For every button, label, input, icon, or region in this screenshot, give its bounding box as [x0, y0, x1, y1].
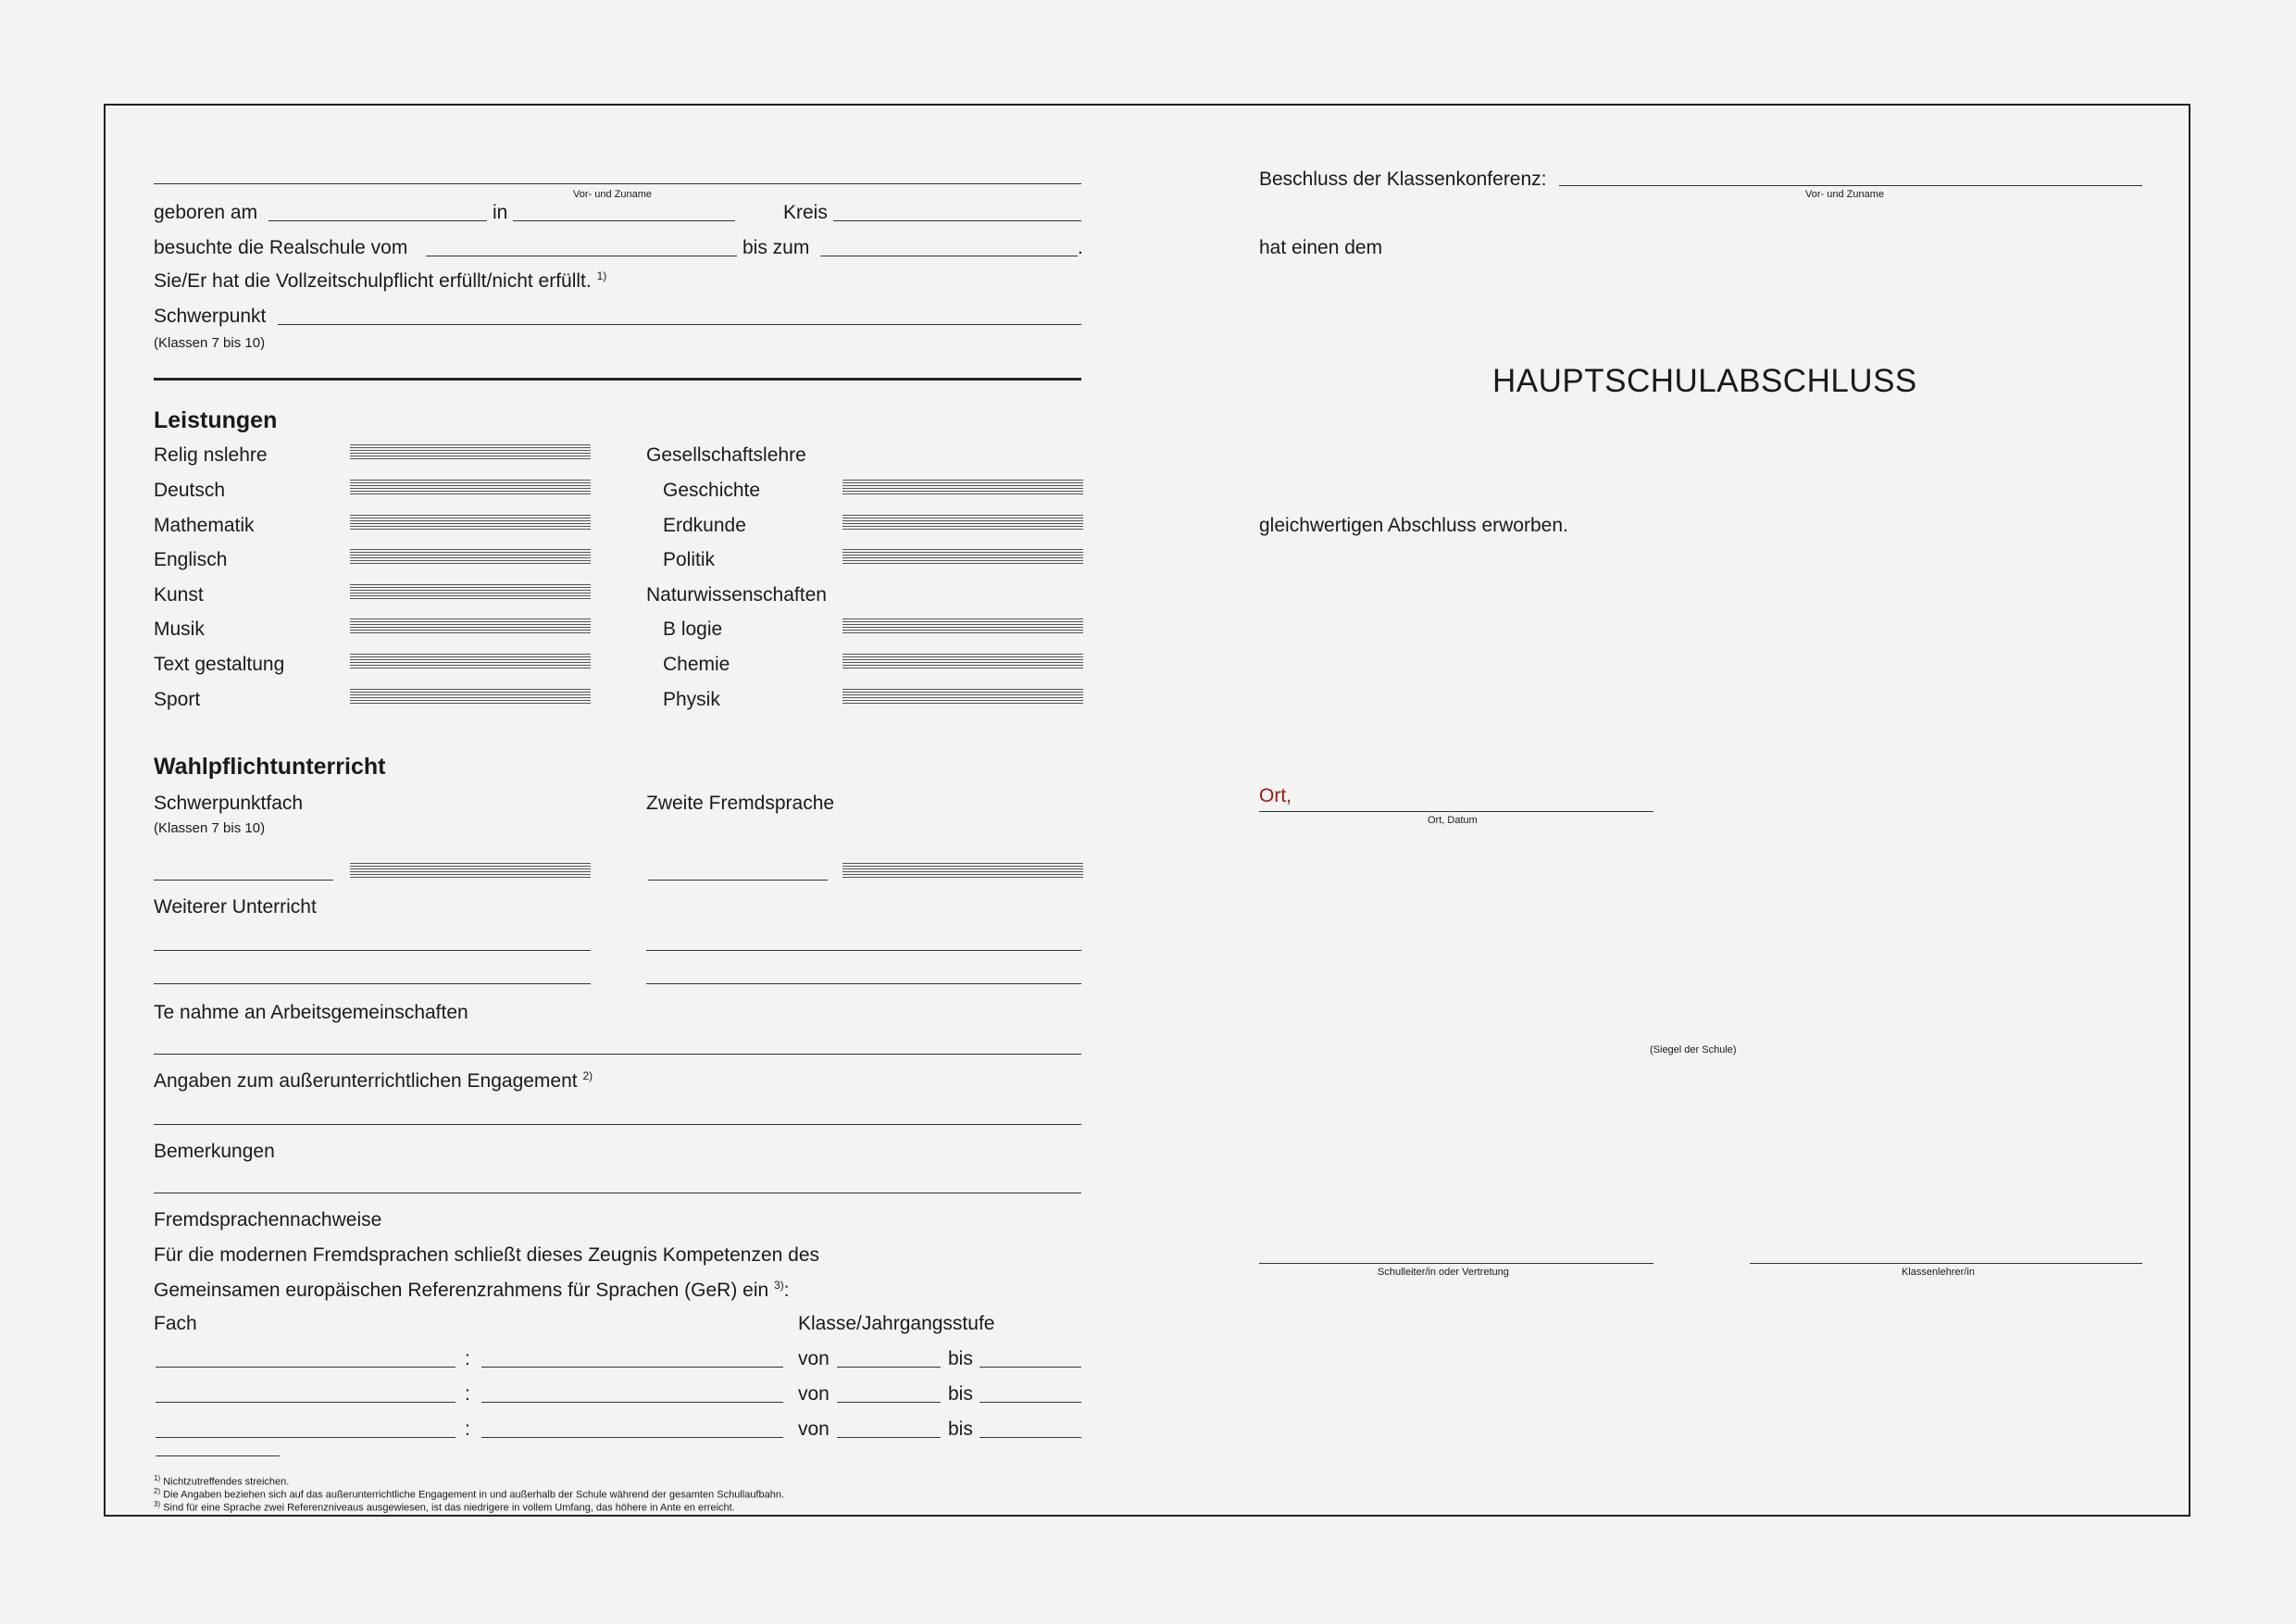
grade-field[interactable]: [842, 549, 1083, 566]
zweite-fremdsprache-label: Zweite Fremdsprache: [646, 793, 835, 814]
siegel-caption: (Siegel der Schule): [1650, 1044, 1737, 1056]
ger-colon: :: [783, 1280, 790, 1301]
grade-field[interactable]: [350, 654, 591, 670]
grade-field[interactable]: [350, 863, 591, 880]
weiterer-line[interactable]: [646, 983, 1081, 984]
ort-datum-line[interactable]: [1259, 811, 1653, 812]
schulleiter-signature-line[interactable]: [1259, 1263, 1653, 1264]
period-mark: .: [1078, 237, 1083, 258]
footnote-mark: 3): [154, 1500, 161, 1508]
footnote-text: Nichtzutreffendes streichen.: [163, 1476, 290, 1488]
natur-label: Naturwissenschaften: [646, 584, 827, 606]
footnote-separator: [156, 1455, 280, 1456]
grade-field[interactable]: [350, 515, 591, 531]
bis-label: bis: [948, 1348, 973, 1369]
grade-field[interactable]: [842, 515, 1083, 531]
subject-label: Musik: [154, 618, 205, 640]
weiterer-unterricht-label: Weiterer Unterricht: [154, 896, 317, 918]
subject-label: Physik: [663, 689, 720, 710]
schulpflicht-text: [154, 270, 606, 293]
klasse-label: Klasse/Jahrgangsstufe: [798, 1313, 995, 1334]
ger-text-2: [154, 1280, 790, 1302]
subject-label: Erdkunde: [663, 515, 746, 536]
footnote-mark: 2): [154, 1487, 161, 1495]
subject-label: Englisch: [154, 549, 228, 570]
weiterer-line[interactable]: [154, 950, 591, 951]
bis-label: bis: [948, 1418, 973, 1440]
grade-field[interactable]: [842, 689, 1083, 706]
schulleiter-caption: Schulleiter/in oder Vertretung: [1378, 1267, 1509, 1278]
footnote-ref-2: 2): [582, 1069, 593, 1082]
name-line[interactable]: [154, 183, 1081, 184]
certificate-title: HAUPTSCHULABSCHLUSS: [1492, 363, 1917, 399]
niveau-line[interactable]: [481, 1367, 783, 1368]
subject-label: Sport: [154, 689, 201, 710]
engagement-line[interactable]: [154, 1124, 1081, 1125]
grade-field[interactable]: [350, 444, 591, 461]
schwerpunktfach-label: Schwerpunktfach: [154, 793, 304, 814]
born-label: geboren am: [154, 202, 258, 223]
grade-field[interactable]: [350, 549, 591, 566]
schwerpunktfach-sub: (Klassen 7 bis 10): [154, 820, 266, 836]
klassenlehrer-caption: Klassenlehrer/in: [1902, 1267, 1975, 1278]
ag-line[interactable]: [154, 1054, 1081, 1055]
beschluss-name-caption: Vor- und Zuname: [1805, 189, 1884, 200]
grade-field[interactable]: [350, 480, 591, 496]
in-label: in: [493, 202, 508, 223]
fach-line[interactable]: [156, 1367, 455, 1368]
grade-field[interactable]: [350, 584, 591, 601]
subject-label: Chemie: [663, 654, 730, 675]
bis-label: bis: [948, 1383, 973, 1405]
hat-einen-dem: hat einen dem: [1259, 237, 1383, 258]
ort-label: Ort,: [1259, 785, 1292, 806]
footnote-text: Sind für eine Sprache zwei Referenzniveaus ausgewiesen, ist das niedrigere in vollem Umfang, das höhere in Ante en erreicht.: [163, 1502, 735, 1514]
bis-line[interactable]: [980, 1437, 1081, 1438]
grade-field[interactable]: [842, 863, 1083, 880]
bemerkungen-label: Bemerkungen: [154, 1141, 275, 1162]
von-line[interactable]: [837, 1402, 941, 1403]
subject-label: B logie: [663, 618, 723, 640]
footnote-mark: 1): [154, 1474, 161, 1482]
subject-label: Politik: [663, 549, 716, 570]
schwerpunkt-label: Schwerpunkt: [154, 306, 267, 327]
grade-field[interactable]: [350, 618, 591, 635]
beschluss-name-line[interactable]: [1559, 185, 2142, 186]
zweite-fremdsprache-line[interactable]: [648, 880, 828, 881]
gesellschaft-label: Gesellschaftslehre: [646, 444, 806, 466]
engagement-label: [154, 1070, 593, 1093]
fremdsprachen-label: Fremdsprachennachweise: [154, 1209, 382, 1230]
ag-label: Te nahme an Arbeitsgemeinschaften: [154, 1002, 468, 1023]
footnote-ref-1: 1): [596, 269, 607, 282]
niveau-line[interactable]: [481, 1437, 783, 1438]
ger-text-2-body: Gemeinsamen europäischen Referenzrahmens für Sprachen (GeR) ein: [154, 1280, 769, 1301]
fach-line[interactable]: [156, 1402, 455, 1403]
row-colon: :: [465, 1348, 470, 1369]
schwerpunkt-sub: (Klassen 7 bis 10): [154, 335, 266, 351]
bis-line[interactable]: [980, 1402, 1081, 1403]
certificate-sheet: [104, 104, 2190, 1517]
fach-line[interactable]: [156, 1437, 455, 1438]
niveau-line[interactable]: [481, 1402, 783, 1403]
subject-label: Kunst: [154, 584, 204, 606]
subject-label: Text gestaltung: [154, 654, 285, 675]
grade-field[interactable]: [842, 654, 1083, 670]
von-label: von: [798, 1348, 830, 1369]
leistungen-heading: Leistungen: [154, 407, 278, 433]
weiterer-line[interactable]: [154, 983, 591, 984]
subject-label: Relig nslehre: [154, 444, 268, 466]
row-colon: :: [465, 1418, 470, 1440]
subject-label: Deutsch: [154, 480, 226, 501]
footnote: [154, 1498, 735, 1515]
schulpflicht-statement: Sie/Er hat die Vollzeitschulpflicht erfüllt/nicht erfüllt.: [154, 270, 592, 292]
bis-line[interactable]: [980, 1367, 1081, 1368]
von-line[interactable]: [837, 1437, 941, 1438]
born-date-line[interactable]: [268, 220, 487, 221]
von-line[interactable]: [837, 1367, 941, 1368]
footnote-ref-3: 3): [774, 1279, 784, 1292]
grade-field[interactable]: [350, 689, 591, 706]
wahlpflicht-heading: Wahlpflichtunterricht: [154, 754, 386, 780]
subject-label: Geschichte: [663, 480, 761, 501]
subject-label: Mathematik: [154, 515, 255, 536]
beschluss-label: Beschluss der Klassenkonferenz:: [1259, 169, 1547, 190]
ort-datum-caption: Ort, Datum: [1428, 815, 1478, 826]
name-caption: Vor- und Zuname: [573, 189, 652, 200]
engagement-text: Angaben zum außerunterrichtlichen Engagement: [154, 1070, 578, 1092]
ger-text-1: Für die modernen Fremdsprachen schließt dieses Zeugnis Kompetenzen des: [154, 1244, 820, 1266]
kreis-line[interactable]: [833, 220, 1081, 221]
von-label: von: [798, 1383, 830, 1405]
row-colon: :: [465, 1383, 470, 1405]
footnote-text: Die Angaben beziehen sich auf das außerunterrichtliche Engagement in und außerhalb der Schule während der gesamten Schullaufbahn.: [163, 1489, 785, 1501]
klassenlehrer-signature-line[interactable]: [1750, 1263, 2142, 1264]
grade-field[interactable]: [842, 480, 1083, 496]
attended-label: besuchte die Realschule vom: [154, 237, 408, 258]
grade-field[interactable]: [842, 618, 1083, 635]
fach-label: Fach: [154, 1313, 197, 1334]
kreis-label: Kreis: [783, 202, 828, 223]
gleichwertig-text: gleichwertigen Abschluss erworben.: [1259, 515, 1568, 536]
schwerpunktfach-line[interactable]: [154, 880, 333, 881]
until-label: bis zum: [742, 237, 810, 258]
section-divider: [154, 378, 1081, 381]
weiterer-line[interactable]: [646, 950, 1081, 951]
birthplace-line[interactable]: [513, 220, 735, 221]
von-label: von: [798, 1418, 830, 1440]
schwerpunkt-line[interactable]: [278, 324, 1081, 325]
